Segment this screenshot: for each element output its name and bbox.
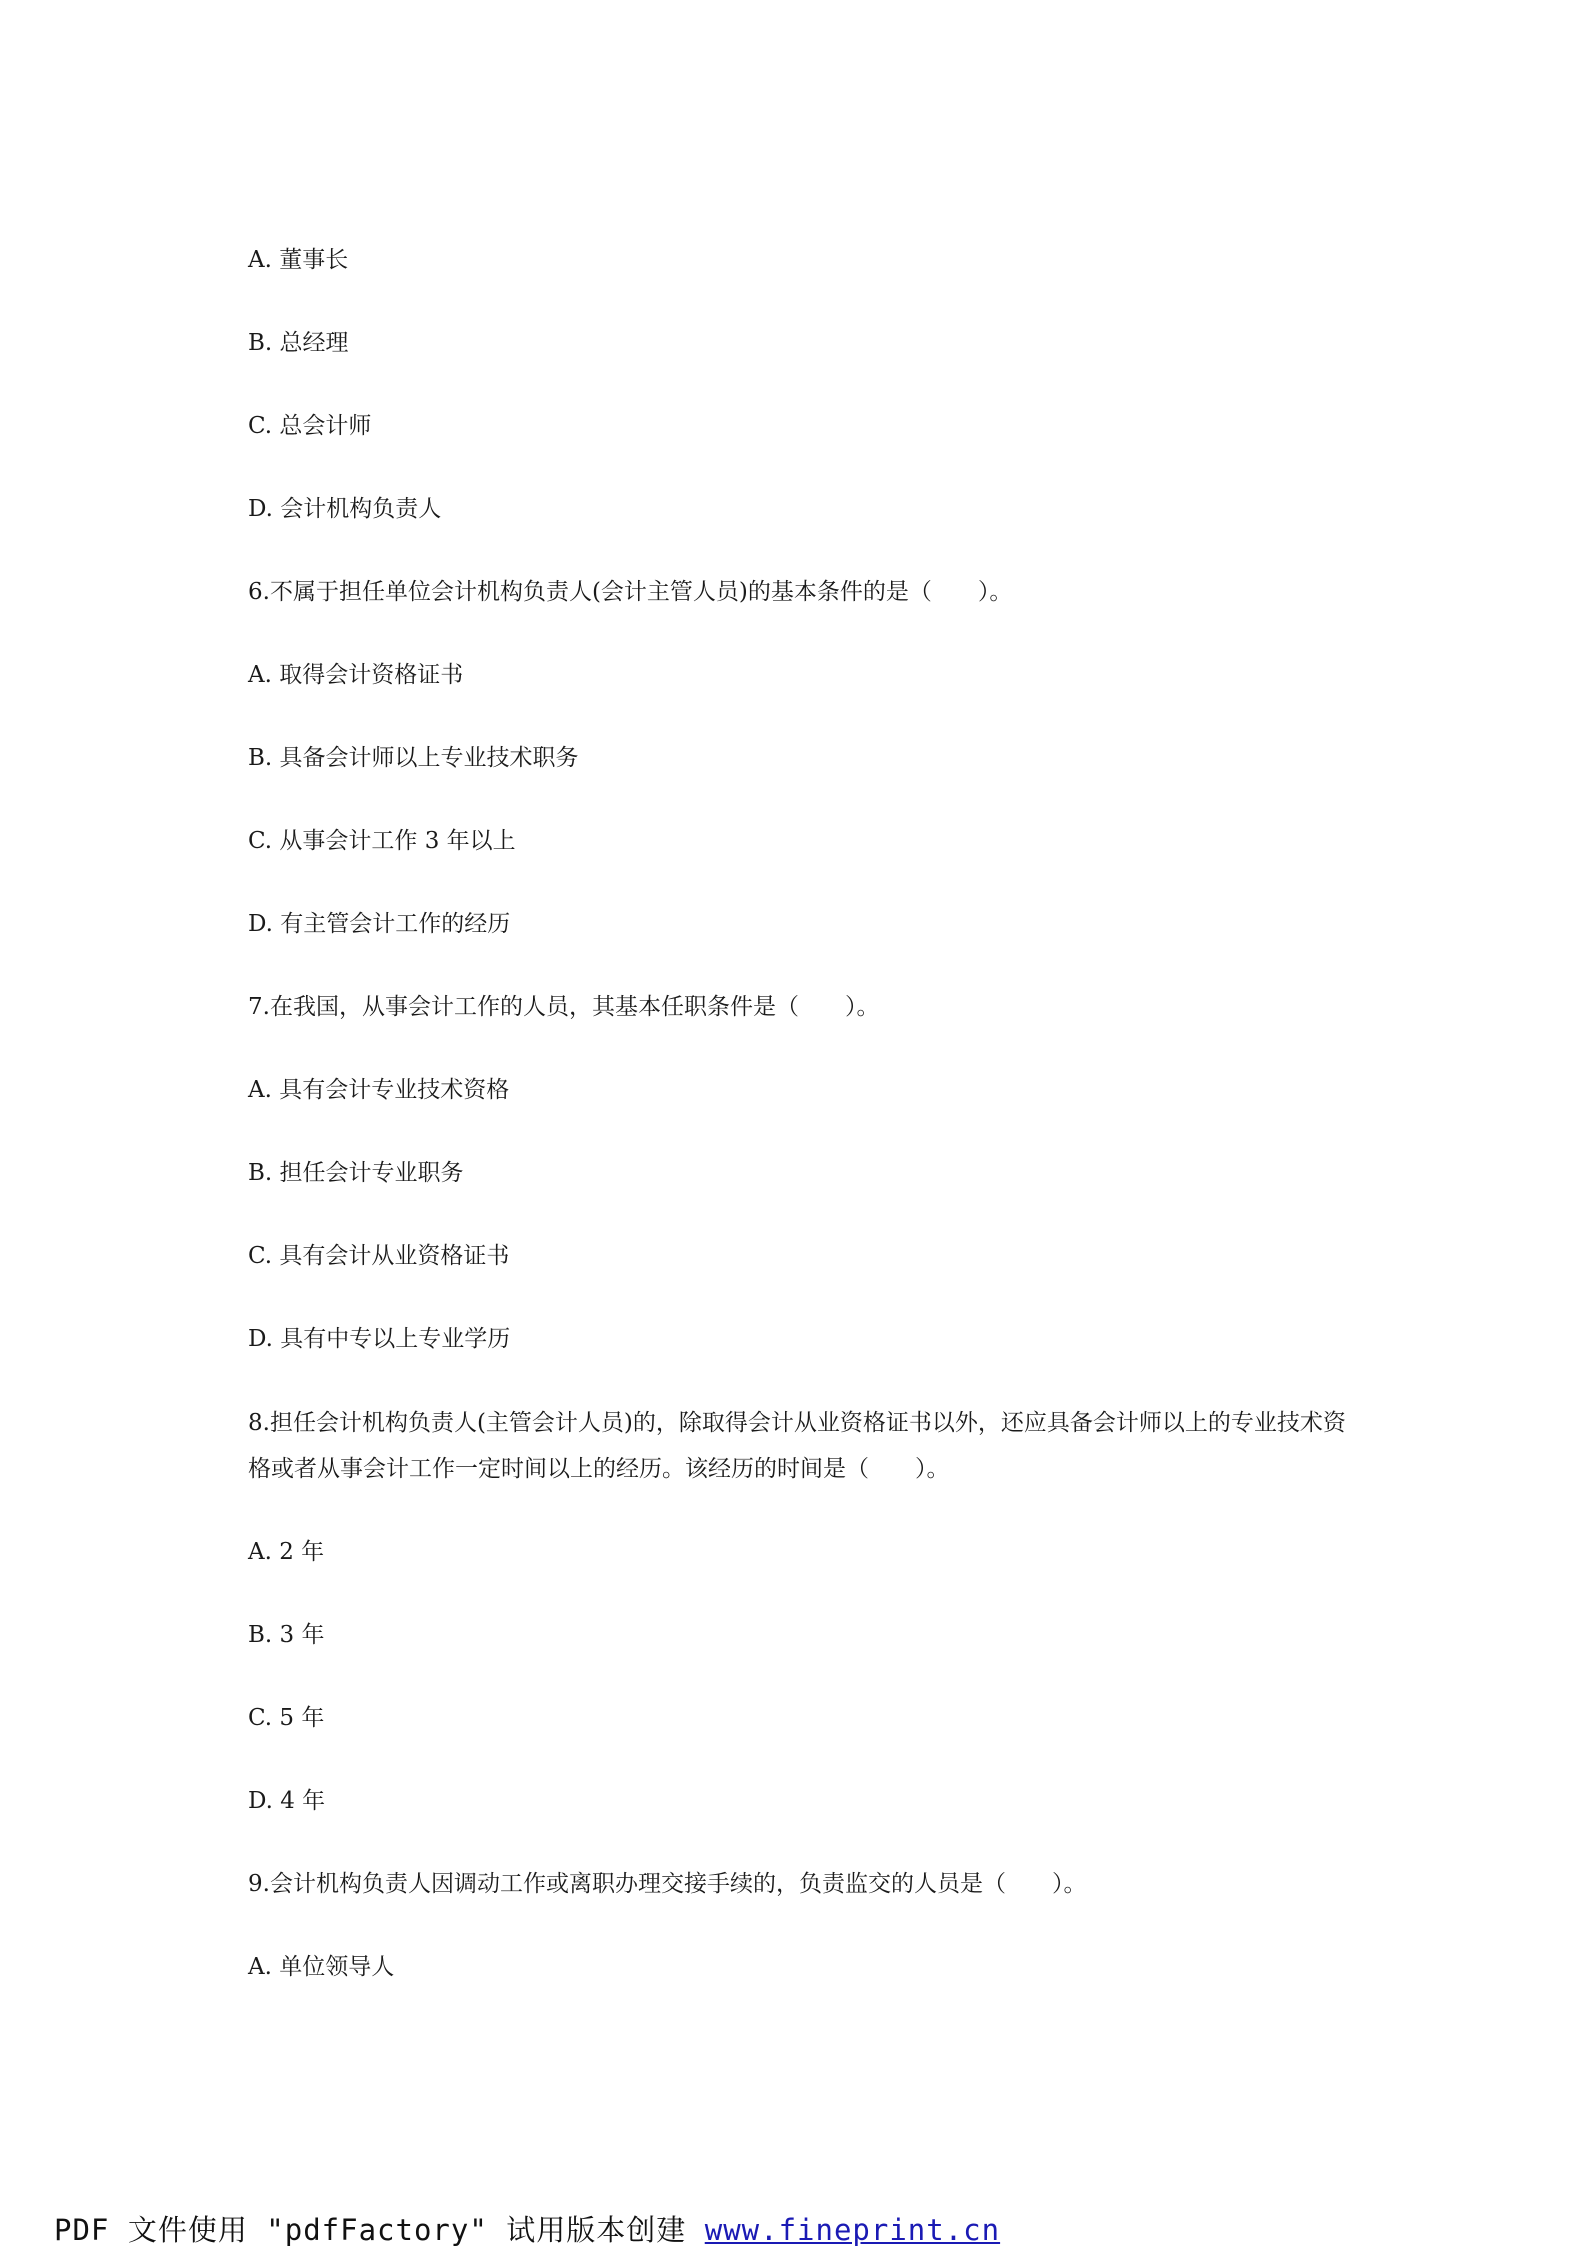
pdf-factory-watermark	[54, 2212, 1000, 2248]
option-5b: B. 总经理	[248, 330, 349, 356]
option-6b: B. 具备会计师以上专业技术职务	[248, 745, 579, 771]
option-6d: D. 有主管会计工作的经历	[248, 911, 511, 937]
question-6: 6.不属于担任单位会计机构负责人(会计主管人员)的基本条件的是（ ）。	[248, 579, 1013, 605]
option-8c: C. 5 年	[248, 1705, 325, 1731]
option-7a: A. 具有会计专业技术资格	[248, 1077, 510, 1103]
question-9: 9.会计机构负责人因调动工作或离职办理交接手续的，负责监交的人员是（ ）。	[248, 1871, 1087, 1897]
watermark-text: PDF 文件使用 "pdfFactory" 试用版本创建	[54, 2213, 705, 2247]
option-9a: A. 单位领导人	[248, 1954, 395, 1980]
option-5c: C. 总会计师	[248, 413, 372, 439]
option-5d: D. 会计机构负责人	[248, 496, 442, 522]
option-6c: C. 从事会计工作 3 年以上	[248, 828, 516, 854]
option-8b: B. 3 年	[248, 1622, 325, 1648]
fineprint-link[interactable]: www.fineprint.cn	[704, 2213, 1001, 2247]
option-7c: C. 具有会计从业资格证书	[248, 1243, 510, 1269]
question-7: 7.在我国，从事会计工作的人员，其基本任职条件是（ ）。	[248, 994, 880, 1020]
option-6a: A. 取得会计资格证书	[248, 662, 464, 688]
option-8d: D. 4 年	[248, 1788, 326, 1814]
exam-content	[248, 242, 1368, 2032]
option-8a: A. 2 年	[248, 1539, 325, 1565]
option-7d: D. 具有中专以上专业学历	[248, 1326, 511, 1352]
option-5a: A. 董事长	[248, 247, 349, 273]
question-8: 8.担任会计机构负责人(主管会计人员)的，除取得会计从业资格证书以外，还应具备会计师以上的专业技术资格或者从事会计工作一定时间以上的经历。该经历的时间是（ ）。	[248, 1410, 1346, 1482]
option-7b: B. 担任会计专业职务	[248, 1160, 464, 1186]
